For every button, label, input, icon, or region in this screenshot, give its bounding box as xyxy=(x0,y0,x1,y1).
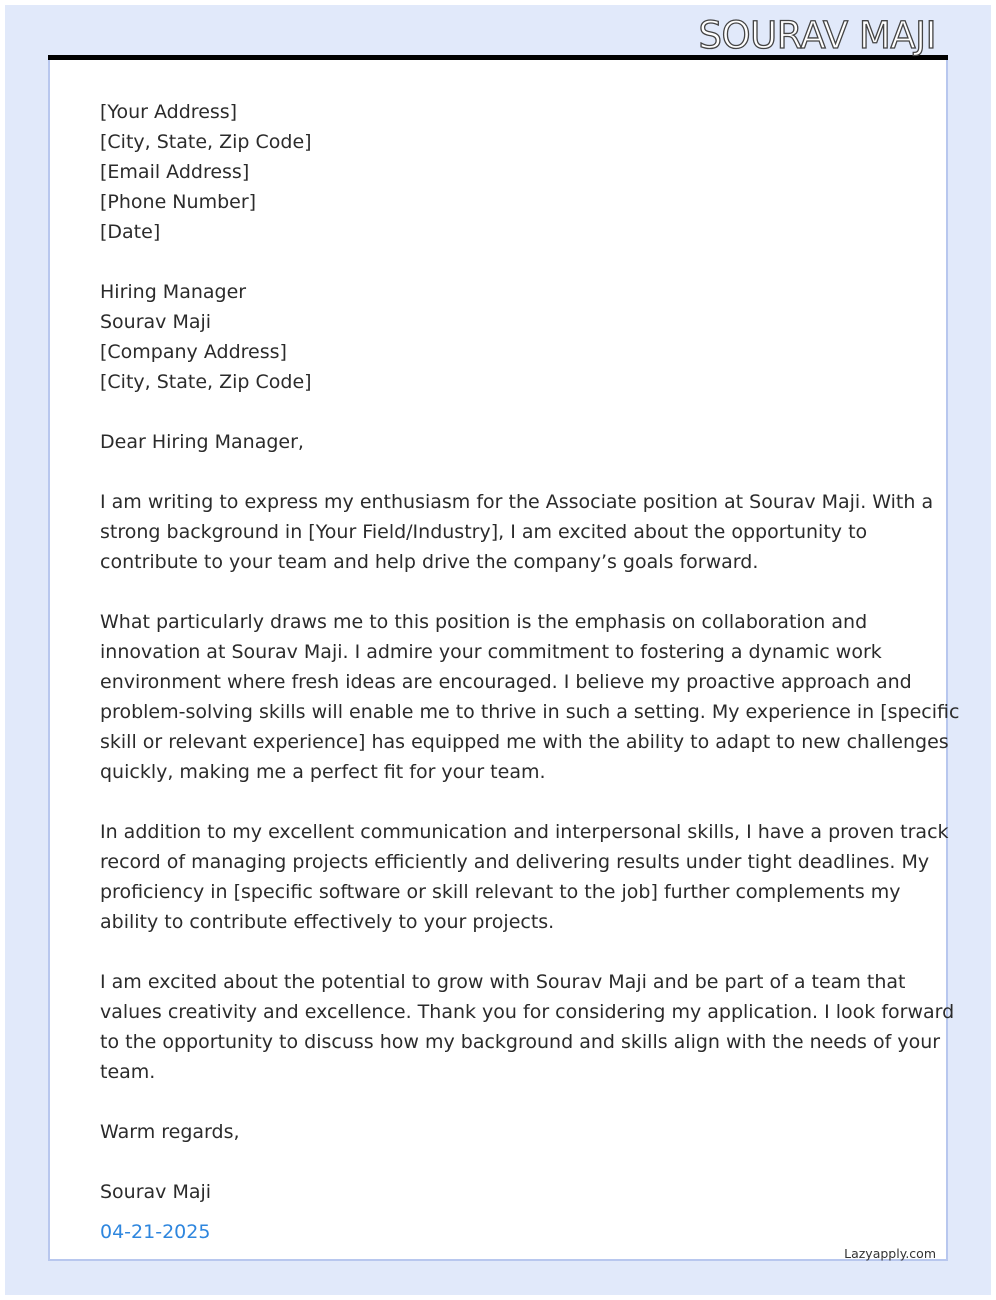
recipient-block xyxy=(100,277,895,397)
recipient-address: [Company Address] xyxy=(100,341,287,363)
recipient-title: Hiring Manager xyxy=(100,281,247,303)
spacer xyxy=(100,397,895,427)
closing: Warm regards, xyxy=(100,1121,240,1143)
paragraph-line: What particularly draws me to this position is the emphasis on collaboration and xyxy=(100,611,868,633)
recipient-city-state-zip: [City, State, Zip Code] xyxy=(100,371,312,393)
spacer xyxy=(100,787,895,817)
signed-date: 04-21-2025 xyxy=(100,1221,211,1243)
spacer xyxy=(100,937,895,967)
sender-email: [Email Address] xyxy=(100,161,250,183)
paragraph-line: problem-solving skills will enable me to thrive in such a setting. My experience in [specific xyxy=(100,701,960,723)
body-paragraph-3 xyxy=(100,817,949,937)
paragraph-line: quickly, making me a perfect fit for your team. xyxy=(100,761,546,783)
signature: Sourav Maji xyxy=(100,1181,212,1203)
footer-brand: Lazyapply.com xyxy=(844,1246,936,1261)
spacer xyxy=(100,1087,895,1117)
spacer xyxy=(100,247,895,277)
paragraph-line: environment where fresh ideas are encouraged. I believe my proactive approach and xyxy=(100,671,912,693)
sender-phone: [Phone Number] xyxy=(100,191,257,213)
body-paragraph-1 xyxy=(100,487,934,577)
sender-block xyxy=(100,97,895,247)
header-name: SOURAV MAJI xyxy=(698,14,936,57)
paragraph-line: I am writing to express my enthusiasm for the Associate position at Sourav Maji. With a xyxy=(100,491,934,513)
sender-city-state-zip: [City, State, Zip Code] xyxy=(100,131,312,153)
paragraph-line: skill or relevant experience] has equipped me with the ability to adapt to new challenges xyxy=(100,731,949,753)
spacer xyxy=(100,577,895,607)
paragraph-line: strong background in [Your Field/Industry], I am excited about the opportunity to xyxy=(100,521,868,543)
spacer xyxy=(100,457,895,487)
sender-date: [Date] xyxy=(100,221,161,243)
spacer xyxy=(100,1147,895,1177)
paragraph-line: record of managing projects efficiently and delivering results under tight deadlines. My xyxy=(100,851,930,873)
paragraph-line: innovation at Sourav Maji. I admire your commitment to fostering a dynamic work xyxy=(100,641,882,663)
paragraph-line: contribute to your team and help drive the company’s goals forward. xyxy=(100,551,759,573)
paragraph-line: proficiency in [specific software or skill relevant to the job] further complements my xyxy=(100,881,901,903)
paragraph-line: In addition to my excellent communication and interpersonal skills, I have a proven track xyxy=(100,821,949,843)
recipient-company: Sourav Maji xyxy=(100,311,212,333)
paragraph-line: to the opportunity to discuss how my background and skills align with the needs of your xyxy=(100,1031,941,1053)
paragraph-line: team. xyxy=(100,1061,156,1083)
sender-address: [Your Address] xyxy=(100,101,238,123)
cover-letter-body xyxy=(100,97,960,1207)
body-paragraph-4 xyxy=(100,967,955,1087)
paragraph-line: values creativity and excellence. Thank you for considering my application. I look forward xyxy=(100,1001,955,1023)
paragraph-line: I am excited about the potential to grow with Sourav Maji and be part of a team that xyxy=(100,971,906,993)
salutation: Dear Hiring Manager, xyxy=(100,431,304,453)
body-paragraph-2 xyxy=(100,607,960,787)
paragraph-line: ability to contribute effectively to your projects. xyxy=(100,911,555,933)
